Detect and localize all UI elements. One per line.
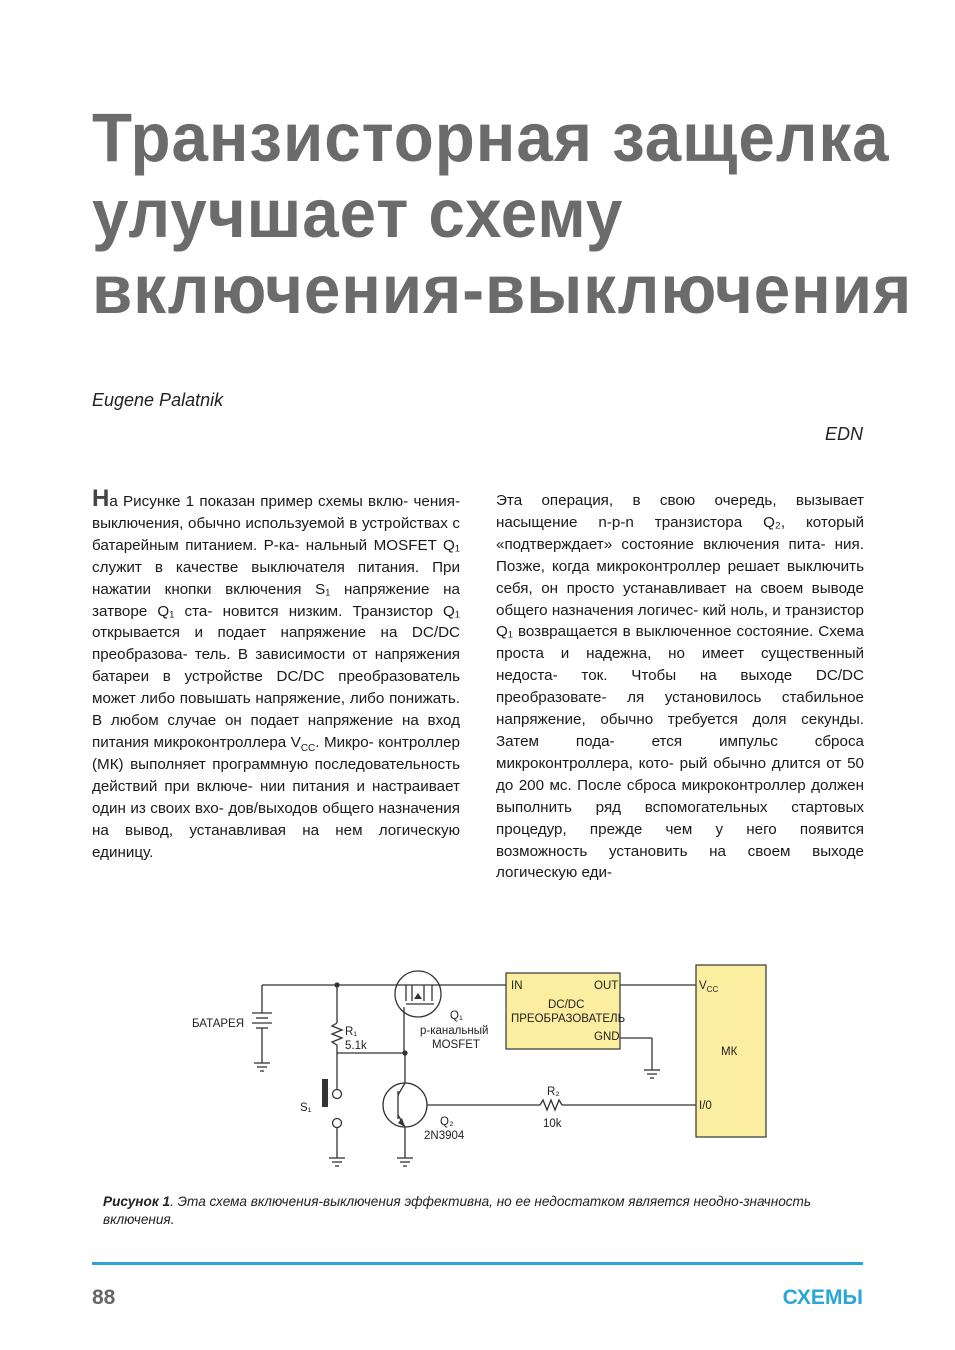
battery-label: БАТАРЕЯ — [192, 1018, 245, 1030]
text-line: «подтверждает» состояние включения пита- — [496, 535, 826, 553]
text-line: ля установилось стабильное напряжение, — [496, 689, 864, 729]
page-number: 88 — [92, 1286, 116, 1309]
publication-source: EDN — [824, 424, 863, 444]
text-line: Эта операция, в свою очередь, вызывает — [496, 492, 864, 509]
q2-part: 2N3904 — [424, 1130, 465, 1142]
text-line: выключить себя, он просто устанавливает на — [496, 557, 864, 597]
text-line: установить на своем выходе логическую еди- — [496, 842, 864, 882]
footer-divider — [92, 1262, 863, 1265]
text-line: либо повышать напряжение, либо понижать. — [140, 690, 460, 708]
mc-io-pin: I/0 — [699, 1100, 712, 1112]
q1-name: Q₁ — [450, 1010, 463, 1022]
text-line: ния. Позже, когда микроконтроллер решает — [496, 535, 864, 575]
text-line: устройствах с батарейным питанием. P-ка- — [92, 514, 460, 554]
text-line: нальный MOSFET Q₁ служит в качестве — [92, 536, 460, 576]
r1-value: 5.1k — [345, 1040, 367, 1052]
title-line-2: улучшает схему — [92, 175, 624, 252]
text-line: рый обычно длится от 50 до 200 мс. После — [496, 754, 864, 794]
text-line: В любом случае он подает напряжение на — [92, 712, 419, 730]
article-title — [92, 99, 913, 328]
text-line: вход питания микроконтроллера $V_{CC}$. Микро- — [92, 712, 460, 754]
text-line: подает напряжение на DC/DC преобразова- — [92, 624, 460, 664]
title-line-3: включения-выключения — [92, 251, 913, 328]
r2-value: 10k — [543, 1118, 562, 1130]
body-column-left — [92, 485, 461, 863]
text-line: ется импульс сброса микроконтроллера, кото- — [496, 732, 864, 772]
text-line: выключателя питания. При нажатии кнопки — [92, 558, 460, 598]
text-line: контроллер (МК) выполняет программную — [92, 733, 460, 773]
text-line: ток. Чтобы на выходе DC/DC преобразовате- — [496, 667, 864, 707]
mc-name: МК — [721, 1046, 738, 1058]
caption-text: . Эта схема включения-выключения эффективна, но ее недостатком является неодно-значность включения. — [103, 1194, 812, 1227]
mc-vcc-pin: $V_{CC}$ — [699, 980, 719, 994]
s1-label: S₁ — [300, 1102, 312, 1114]
converter-out-pin: OUT — [594, 980, 619, 992]
r1-name: R₁ — [345, 1026, 358, 1038]
text-line: надежна, но имеет существенный недоста- — [496, 645, 864, 685]
left-column-text — [92, 493, 460, 861]
text-line: чения-выключения, обычно используемой в — [92, 493, 460, 532]
r2-name: R₂ — [547, 1086, 560, 1098]
q1-type: p-канальный — [420, 1025, 489, 1037]
text-line: нии питания и настраивает один из своих вхо- — [92, 777, 460, 817]
drop-cap: Н — [92, 485, 110, 512]
text-line: обычно требуется доля секунды. Затем пода- — [496, 711, 864, 750]
section-name: СХЕМЫ — [782, 1286, 863, 1309]
q2-name: Q₂ — [440, 1116, 454, 1128]
text-line: дов/выходов общего назначения на вывод, — [92, 799, 460, 839]
text-line: прежде чем у него появится возможность — [496, 820, 864, 860]
right-column-text — [496, 490, 864, 884]
text-line: своем выводе общего назначения логичес- — [496, 579, 864, 619]
text-line: насыщение n-p-n транзистора Q₂, который — [496, 513, 864, 531]
converter-title-1: DC/DC — [548, 999, 585, 1011]
caption-label: Рисунок 1 — [103, 1194, 171, 1209]
circuit-diagram — [170, 955, 790, 1175]
converter-title-2: ПРЕОБРАЗОВАТЕЛЬ — [511, 1013, 626, 1025]
text-line: устройстве DC/DC преобразователь может — [92, 668, 461, 708]
text-line: сброса микроконтроллер должен выполнить — [496, 776, 864, 816]
text-line: ряд вспомогательных стартовых процедур, — [496, 798, 864, 838]
figure-caption — [103, 1193, 863, 1229]
text-line: тель. В зависимости от напряжения батареи в — [92, 646, 460, 686]
text-line: кий ноль, и транзистор Q₁ возвращается в — [496, 601, 864, 641]
paragraph — [92, 485, 461, 863]
author-name: Eugene Palatnik — [92, 390, 224, 410]
text-line: а Рисунке 1 показан пример схемы вклю- — [109, 493, 409, 510]
q1-kind: MOSFET — [432, 1039, 480, 1051]
text-line: устанавливая на нем логическую единицу. — [92, 821, 460, 861]
converter-gnd-pin: GND — [594, 1031, 620, 1043]
title-line-1: Транзисторная защелка — [92, 99, 890, 176]
switch-button-icon — [322, 1079, 328, 1107]
text-line: последовательность действий при включе- — [92, 755, 460, 795]
body-column-right — [496, 490, 864, 884]
text-line: выключенное состояние. Схема проста и — [496, 623, 864, 663]
text-line: новится низким. Транзистор Q₁ открывается и — [92, 602, 460, 642]
text-line: включения S₁ напряжение на затворе Q₁ ста- — [92, 580, 460, 620]
converter-in-pin: IN — [511, 980, 523, 992]
